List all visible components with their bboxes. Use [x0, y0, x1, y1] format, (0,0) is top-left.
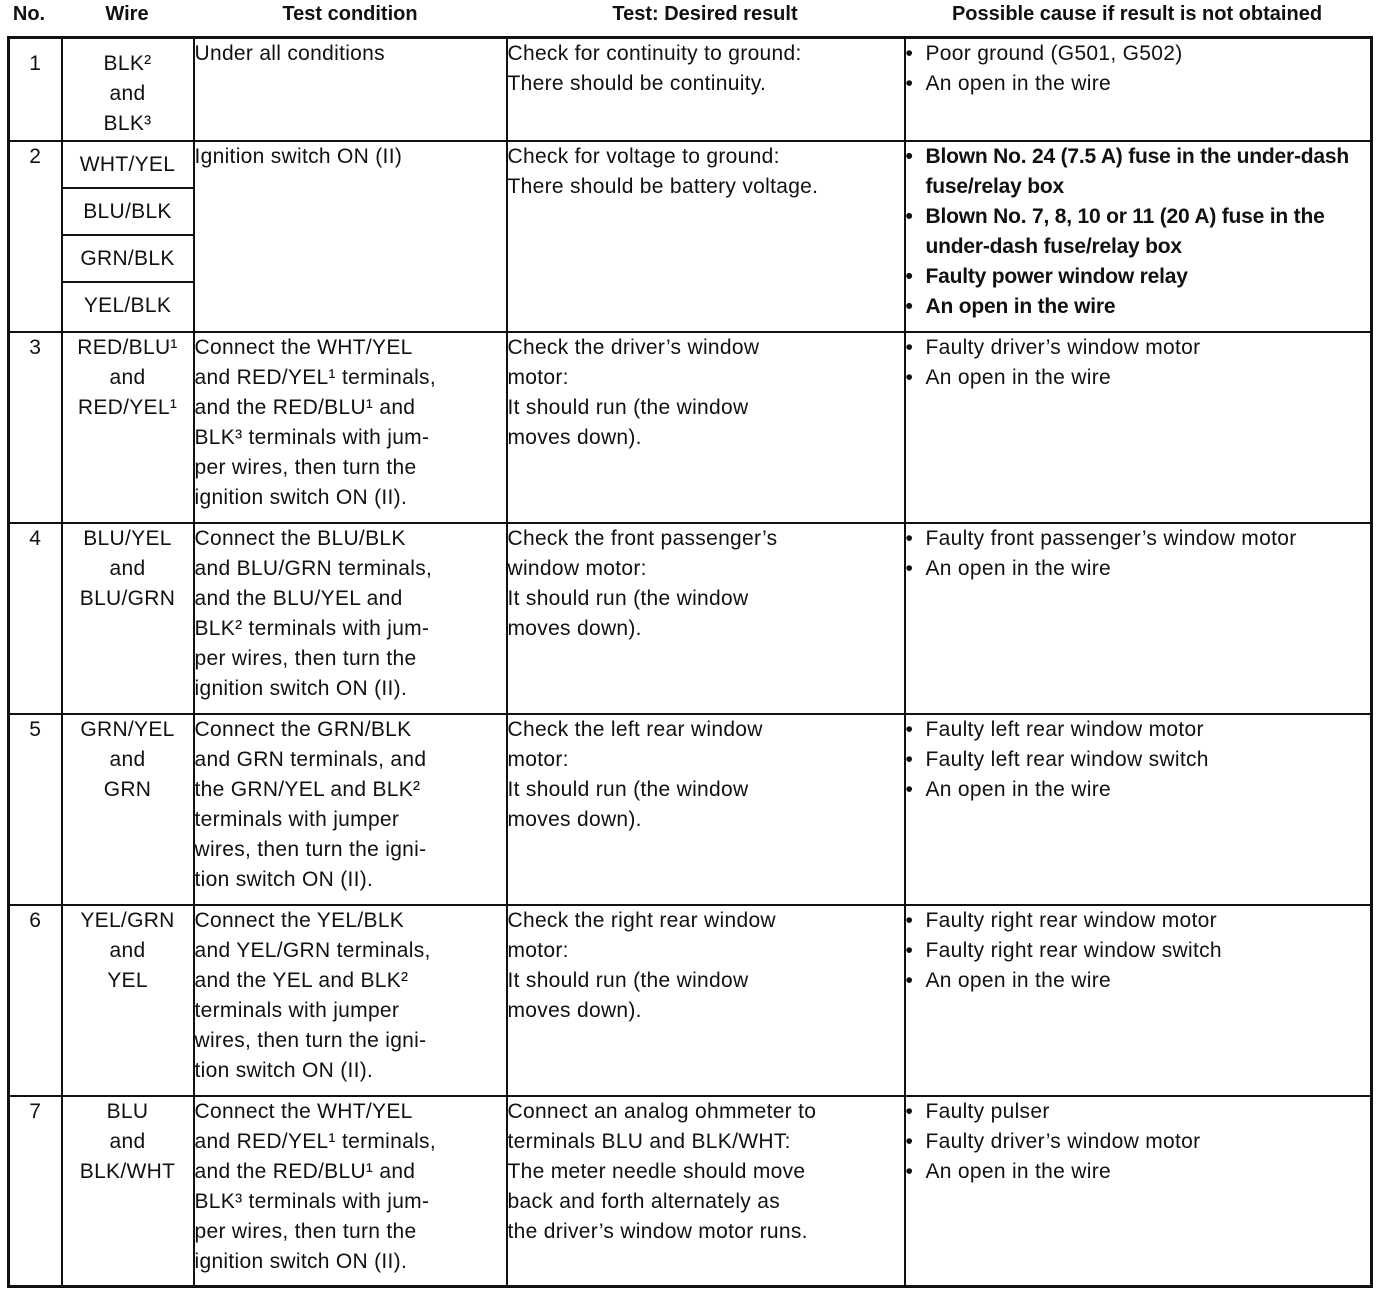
result-line: There should be battery voltage.	[507, 174, 819, 198]
row-number: 2	[9, 141, 62, 332]
wire-cell	[62, 1096, 194, 1287]
cause-item: • Faulty driver’s window motor	[905, 1129, 1201, 1153]
possible-cause-cell	[905, 523, 1372, 714]
wire-subcell: YEL/BLK	[83, 293, 172, 317]
condition-line: Connect the YEL/BLK	[194, 908, 405, 932]
wire-cell	[62, 714, 194, 905]
condition-line: Connect the WHT/YEL	[194, 1099, 413, 1123]
cause-item: • An open in the wire	[905, 968, 1111, 992]
cause-item: • Faulty front passenger’s window motor	[905, 526, 1297, 550]
condition-line: Under all conditions	[194, 42, 385, 65]
condition-line: Connect the BLU/BLK	[194, 526, 406, 550]
desired-result-cell	[507, 332, 905, 523]
condition-line: per wires, then turn the	[194, 455, 417, 479]
condition-line: tion switch ON (II).	[194, 867, 374, 891]
row-number: 4	[9, 523, 62, 714]
wire-line: BLK/WHT	[79, 1159, 176, 1183]
header-wire: Wire	[105, 3, 149, 25]
cause-item: • Faulty left rear window motor	[905, 717, 1204, 741]
test-condition-cell	[194, 523, 507, 714]
wire-subcell: WHT/YEL	[63, 142, 193, 189]
wire-cell	[62, 905, 194, 1096]
test-condition-cell	[194, 38, 507, 141]
wire-line: GRN/YEL	[80, 717, 175, 741]
result-line: Check the left rear window	[507, 717, 763, 741]
result-line: moves down).	[507, 998, 642, 1022]
table-row	[9, 523, 1372, 714]
condition-line: BLK³ terminals with jum-	[194, 425, 430, 449]
result-line: terminals BLU and BLK/WHT:	[507, 1129, 791, 1153]
wire-line: RED/BLU¹	[77, 335, 178, 359]
row-number: 7	[9, 1096, 62, 1287]
test-condition-cell	[194, 714, 507, 905]
result-line: moves down).	[507, 616, 642, 640]
header-possible-cause: Possible cause if result is not obtained	[951, 3, 1323, 25]
wire-line: and	[109, 938, 146, 962]
wire-cell	[62, 38, 194, 141]
table-header	[0, 0, 1392, 36]
wire-subcell: BLU/BLK	[63, 189, 193, 236]
result-line: motor:	[507, 938, 569, 962]
wire-line: BLU/YEL	[83, 526, 172, 550]
cause-item: • Faulty right rear window motor	[905, 908, 1217, 932]
result-line: Connect an analog ohmmeter to	[507, 1099, 817, 1123]
wire-cell	[62, 332, 194, 523]
desired-result-cell	[507, 714, 905, 905]
wire-line: and	[109, 556, 146, 580]
possible-cause-cell	[905, 38, 1372, 141]
condition-line: and the BLU/YEL and	[194, 586, 403, 610]
cause-item: • An open in the wire	[905, 365, 1111, 389]
result-line: window motor:	[507, 556, 647, 580]
cause-item: • An open in the wire	[905, 72, 1111, 95]
table-row	[9, 332, 1372, 523]
test-condition-cell	[194, 332, 507, 523]
wire-line: and	[109, 82, 146, 105]
desired-result-cell	[507, 523, 905, 714]
wire-subcell: GRN/BLK	[63, 236, 193, 283]
cause-item: • An open in the wire	[905, 1159, 1111, 1183]
condition-line: BLK² terminals with jum-	[194, 616, 430, 640]
result-line: Check for voltage to ground:	[507, 144, 780, 168]
header-desired-result: Test: Desired result	[612, 3, 798, 25]
result-line: It should run (the window	[507, 968, 749, 992]
row-number: 6	[9, 905, 62, 1096]
desired-result-cell	[507, 1096, 905, 1287]
condition-line: tion switch ON (II).	[194, 1058, 374, 1082]
wire-cell	[62, 141, 194, 332]
wire-line: RED/YEL¹	[77, 395, 178, 419]
wire-line: BLK²	[103, 52, 152, 75]
condition-line: wires, then turn the igni-	[194, 837, 427, 861]
test-condition-cell	[194, 1096, 507, 1287]
cause-item: • An open in the wire	[905, 556, 1111, 580]
row-number: 5	[9, 714, 62, 905]
result-line: Check the front passenger’s	[507, 526, 778, 550]
cause-item: • Blown No. 7, 8, 10 or 11 (20 A) fuse in the under-dash fuse/relay box	[905, 204, 1325, 258]
wire-line: YEL/GRN	[80, 908, 175, 932]
wire-cell	[62, 523, 194, 714]
wire-line: and	[109, 365, 146, 389]
result-line: There should be continuity.	[507, 72, 767, 95]
cause-item: • An open in the wire	[905, 294, 1116, 318]
result-line: The meter needle should move	[507, 1159, 806, 1183]
condition-line: and RED/YEL¹ terminals,	[194, 365, 436, 389]
table-row	[9, 141, 1372, 332]
wire-line: BLU	[106, 1099, 149, 1123]
cause-item: • Blown No. 24 (7.5 A) fuse in the under-dash fuse/relay box	[905, 144, 1349, 198]
result-line: motor:	[507, 747, 569, 771]
condition-line: wires, then turn the igni-	[194, 1028, 427, 1052]
condition-line: and the RED/BLU¹ and	[194, 395, 416, 419]
wire-line: and	[109, 747, 146, 771]
wire-line: GRN	[103, 777, 152, 801]
wire-line: BLK³	[103, 112, 152, 135]
condition-line: per wires, then turn the	[194, 646, 417, 670]
result-line: Check for continuity to ground:	[507, 42, 802, 65]
possible-cause-cell	[905, 905, 1372, 1096]
cause-item: • Faulty pulser	[905, 1099, 1050, 1123]
cause-item: • Faulty left rear window switch	[905, 747, 1209, 771]
possible-cause-cell	[905, 332, 1372, 523]
test-condition-cell	[194, 141, 507, 332]
table-row	[9, 905, 1372, 1096]
condition-line: ignition switch ON (II).	[194, 1249, 408, 1273]
wire-line: YEL	[107, 968, 148, 992]
wire-line: and	[109, 1129, 146, 1153]
condition-line: and the YEL and BLK²	[194, 968, 409, 992]
desired-result-cell	[507, 38, 905, 141]
cause-item: • Faulty driver’s window motor	[905, 335, 1201, 359]
condition-line: per wires, then turn the	[194, 1219, 417, 1243]
row-number: 1	[9, 38, 62, 141]
row-number: 3	[9, 332, 62, 523]
cause-item: • Faulty right rear window switch	[905, 938, 1222, 962]
condition-line: Ignition switch ON (II)	[194, 144, 403, 168]
result-line: the driver’s window motor runs.	[507, 1219, 808, 1243]
result-line: moves down).	[507, 807, 642, 831]
result-line: back and forth alternately as	[507, 1189, 781, 1213]
condition-line: terminals with jumper	[194, 998, 400, 1022]
table-row	[9, 38, 1372, 141]
result-line: Check the driver’s window	[507, 335, 760, 359]
condition-line: and the RED/BLU¹ and	[194, 1159, 416, 1183]
condition-line: ignition switch ON (II).	[194, 676, 408, 700]
possible-cause-cell	[905, 141, 1372, 332]
condition-line: and RED/YEL¹ terminals,	[194, 1129, 436, 1153]
condition-line: and BLU/GRN terminals,	[194, 556, 433, 580]
condition-line: Connect the WHT/YEL	[194, 335, 413, 359]
cause-item: • Faulty power window relay	[905, 264, 1188, 288]
possible-cause-cell	[905, 1096, 1372, 1287]
result-line: It should run (the window	[507, 777, 749, 801]
cause-item: • An open in the wire	[905, 777, 1111, 801]
result-line: It should run (the window	[507, 395, 749, 419]
desired-result-cell	[507, 905, 905, 1096]
condition-line: and GRN terminals, and	[194, 747, 427, 771]
possible-cause-cell	[905, 714, 1372, 905]
result-line: motor:	[507, 365, 569, 389]
condition-line: the GRN/YEL and BLK²	[194, 777, 421, 801]
header-no: No.	[12, 3, 46, 25]
header-test-condition: Test condition	[282, 3, 418, 25]
wire-test-table	[7, 36, 1373, 1288]
condition-line: ignition switch ON (II).	[194, 485, 408, 509]
result-line: moves down).	[507, 425, 642, 449]
test-condition-cell	[194, 905, 507, 1096]
condition-line: terminals with jumper	[194, 807, 400, 831]
condition-line: BLK³ terminals with jum-	[194, 1189, 430, 1213]
condition-line: Connect the GRN/BLK	[194, 717, 412, 741]
wire-line: BLU/GRN	[79, 586, 176, 610]
condition-line: and YEL/GRN terminals,	[194, 938, 431, 962]
desired-result-cell	[507, 141, 905, 332]
cause-item: • Poor ground (G501, G502)	[905, 42, 1183, 65]
table-row	[9, 714, 1372, 905]
result-line: Check the right rear window	[507, 908, 776, 932]
table-row	[9, 1096, 1372, 1287]
result-line: It should run (the window	[507, 586, 749, 610]
